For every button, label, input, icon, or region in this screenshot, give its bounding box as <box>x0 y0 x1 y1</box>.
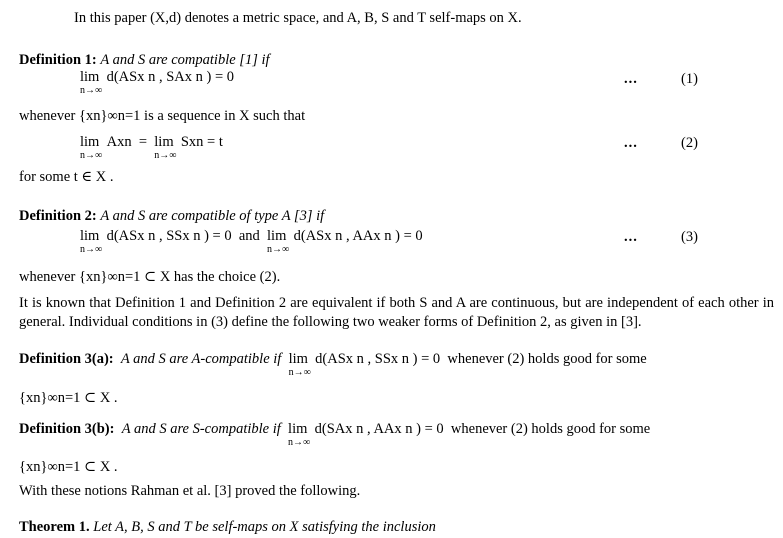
definition-2 <box>19 207 324 225</box>
paragraph-equivalence: It is known that Definition 1 and Definition 2 are equivalent if both S and A are continuous, but are independent of each other in general. Individual conditions in (3) define the following two weaker forms of Definition 2, as given in [3]. <box>19 295 774 330</box>
rahman-statement: With these notions Rahman et al. [3] proved the following. <box>19 483 361 499</box>
equation-2-dots: ... <box>624 135 638 151</box>
definition-2-text: A and S are compatible of type A [3] if <box>100 208 325 224</box>
definition-3a-set: {xn}∞n=1 ⊂ X . <box>19 390 118 406</box>
equation-3-right: d(ASx n , AAx n ) = 0 <box>293 228 423 244</box>
limit-operator: lim n→∞ <box>288 351 311 378</box>
definition-3b <box>19 420 754 448</box>
limit-operator: lim n→∞ <box>80 69 103 96</box>
equation-2-left: Axn <box>106 134 132 150</box>
definition-3b-condition: whenever (2) holds good for some <box>450 421 651 437</box>
equation-3-and: and <box>238 228 260 244</box>
limit-operator: lim n→∞ <box>80 228 103 255</box>
limit-operator: lim n→∞ <box>267 228 290 255</box>
equation-3-dots: ... <box>624 229 638 245</box>
equation-3 <box>80 227 423 255</box>
definition-3b-expression: d(SAx n , AAx n ) = 0 <box>314 421 444 437</box>
equation-3-left: d(ASx n , SSx n ) = 0 <box>106 228 232 244</box>
definition-3b-heading: Definition 3(b): <box>19 421 115 437</box>
equation-2-right: Sxn = t <box>180 134 223 150</box>
definition-3a-text: A and S are A-compatible if <box>120 351 282 367</box>
definition-3a <box>19 350 754 378</box>
definition-3a-condition: whenever (2) holds good for some <box>447 351 647 367</box>
definition-1 <box>19 51 270 69</box>
theorem-1 <box>19 518 436 536</box>
equation-1-dots: ... <box>624 71 638 87</box>
theorem-1-text: Let A, B, S and T be self-maps on X satisfying the inclusion <box>93 519 436 535</box>
definition-3a-expression: d(ASx n , SSx n ) = 0 <box>315 351 441 367</box>
equation-1-expression: d(ASx n , SAx n ) = 0 <box>106 69 234 85</box>
definition-2-whenever: whenever {xn}∞n=1 ⊂ X has the choice (2). <box>19 269 281 285</box>
equation-3-number: (3) <box>681 229 698 245</box>
definition-3a-heading: Definition 3(a): <box>19 351 114 367</box>
theorem-1-heading: Theorem 1. <box>19 519 90 535</box>
definition-1-heading: Definition 1: <box>19 52 97 68</box>
equation-2-equals: = <box>138 134 148 150</box>
equation-1 <box>80 68 234 96</box>
equation-2-number: (2) <box>681 135 698 151</box>
limit-operator: lim n→∞ <box>80 134 103 161</box>
intro-text: In this paper (X,d) denotes a metric space, and A, B, S and T self-maps on X. <box>74 10 522 26</box>
equation-2 <box>80 133 223 161</box>
definition-1-for-some: for some t ∈ X . <box>19 169 114 185</box>
equation-1-number: (1) <box>681 71 698 87</box>
limit-operator: lim n→∞ <box>154 134 177 161</box>
limit-operator: lim n→∞ <box>288 421 311 448</box>
definition-1-text: A and S are compatible [1] if <box>100 52 270 68</box>
definition-3b-set: {xn}∞n=1 ⊂ X . <box>19 459 118 475</box>
definition-2-heading: Definition 2: <box>19 208 97 224</box>
definition-1-whenever: whenever {xn}∞n=1 is a sequence in X such that <box>19 108 306 124</box>
definition-3b-text: A and S are S-compatible if <box>121 421 281 437</box>
